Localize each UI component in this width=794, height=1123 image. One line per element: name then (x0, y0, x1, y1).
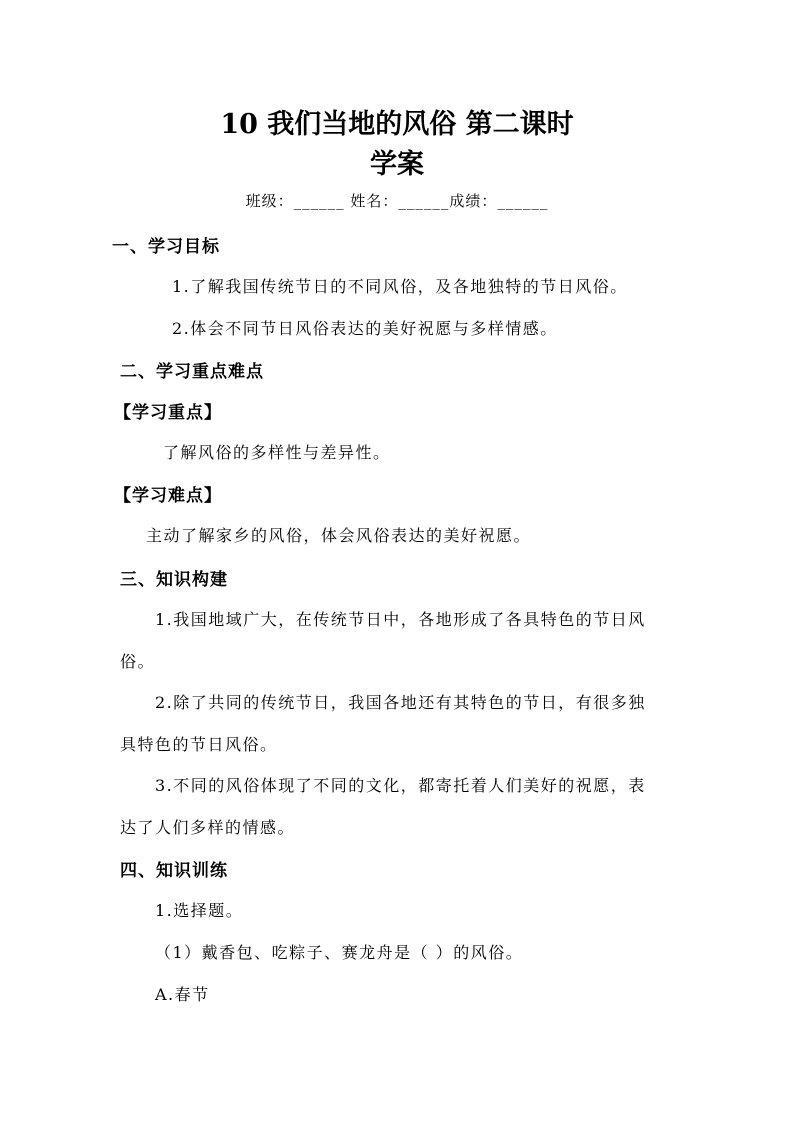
difficult-point-label: 【学习难点】 (114, 486, 222, 506)
knowledge-item-3-line2: 达了人们多样的情感。 (120, 818, 296, 837)
document-subtitle: 学案 (370, 149, 424, 180)
key-point-text: 了解风俗的多样性与差异性。 (163, 443, 391, 462)
knowledge-item-3-line1: 3.不同的风俗体现了不同的文化，都寄托着人们美好的祝愿，表 (155, 776, 646, 795)
section-heading-knowledge: 三、知识构建 (120, 570, 228, 590)
goal-item-2: 2.体会不同节日风俗表达的美好祝愿与多样情感。 (172, 319, 558, 338)
document-title: 10 我们当地的风俗 第二课时 (220, 109, 574, 140)
key-point-label: 【学习重点】 (114, 403, 222, 423)
goal-item-1: 1.了解我国传统节日的不同风俗，及各地独特的节日风俗。 (172, 277, 628, 296)
section-heading-key-points: 二、学习重点难点 (120, 362, 264, 382)
knowledge-item-2-line2: 具特色的节日风俗。 (120, 735, 278, 754)
practice-subheading: 1.选择题。 (155, 901, 244, 920)
section-heading-practice: 四、知识训练 (120, 861, 228, 881)
student-info-line: 班级：______ 姓名：______成绩：______ (245, 192, 549, 210)
knowledge-item-1-line1: 1.我国地域广大，在传统节日中，各地形成了各具特色的节日风 (155, 610, 646, 629)
question-1: （1）戴香包、吃粽子、赛龙舟是（ ）的风俗。 (155, 943, 524, 962)
difficult-point-text: 主动了解家乡的风俗，体会风俗表达的美好祝愿。 (146, 526, 532, 545)
section-heading-goals: 一、学习目标 (112, 237, 220, 257)
knowledge-item-2-line1: 2.除了共同的传统节日，我国各地还有其特色的节日，有很多独 (155, 693, 646, 712)
question-1-option-a: A.春节 (155, 985, 210, 1004)
knowledge-item-1-line2: 俗。 (120, 652, 156, 671)
